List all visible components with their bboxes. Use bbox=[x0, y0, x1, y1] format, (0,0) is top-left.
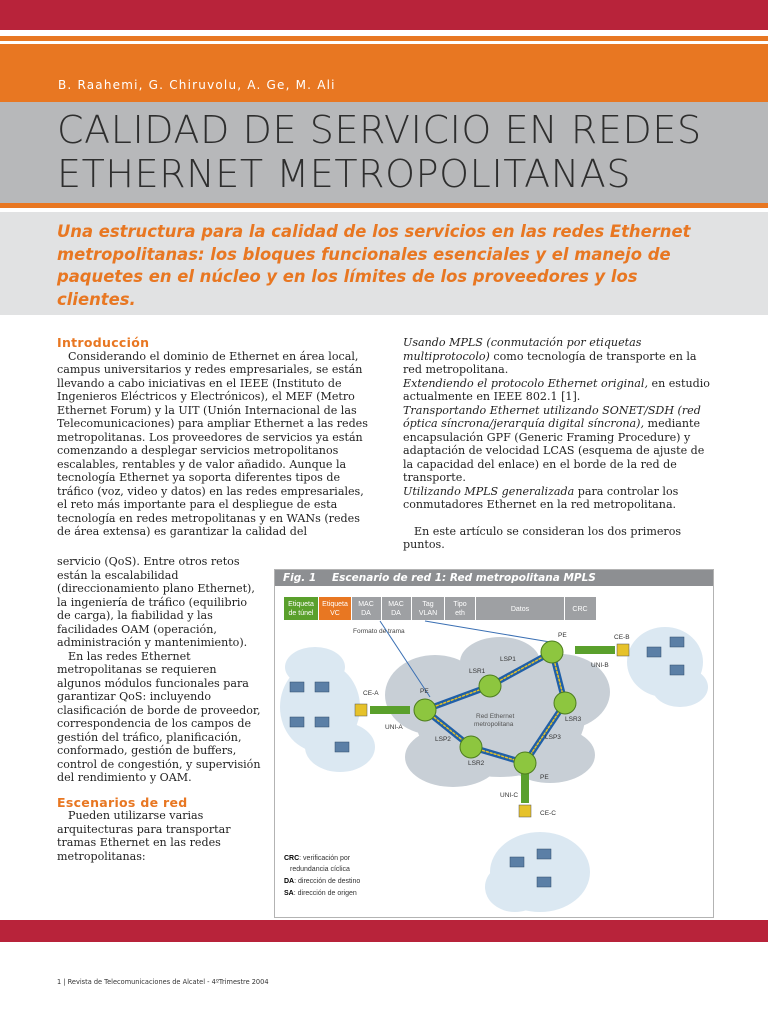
router-pe-b bbox=[541, 641, 563, 663]
field-crc-label: CRC bbox=[572, 606, 588, 613]
scenarios-paragraph: Pueden utilizarse varias arquitecturas para transportar tramas Ethernet en las redes metropolitanas: bbox=[57, 809, 231, 863]
field-vlan-line1: Tag bbox=[422, 601, 434, 608]
label-uni-c: UNI-C bbox=[500, 792, 519, 799]
label-uni-a: UNI-A bbox=[385, 724, 403, 731]
left-column-narrow bbox=[57, 555, 262, 863]
legend-abbr-da: DA bbox=[284, 878, 295, 885]
label-pe-b: PE bbox=[558, 632, 567, 639]
authors: B. Raahemi, G. Chiruvolu, A. Ge, M. Ali bbox=[58, 78, 336, 92]
legend-text-sa: : dirección de origen bbox=[293, 890, 357, 897]
router-lsr3 bbox=[554, 692, 576, 714]
section-heading-scenarios: Escenarios de red bbox=[57, 794, 188, 810]
page-footer: 1 | Revista de Telecomunicaciones de Alcatel - 4ºTrimestre 2004 bbox=[57, 978, 269, 986]
customer-cloud-c bbox=[485, 832, 590, 912]
list-item: Usando MPLS (conmutación por etiquetas multiprotocolo) como tecnología de transporte en la red metropolitana. bbox=[403, 336, 697, 376]
field-macda-line1: MAC bbox=[358, 601, 374, 608]
field-tunnel-line1: Etiqueta bbox=[288, 601, 314, 608]
network-label-line1: Red Ethernet bbox=[476, 713, 515, 720]
section-heading-intro: Introducción bbox=[57, 335, 150, 350]
field-vc-line1: Etiqueta bbox=[322, 601, 348, 608]
field-data-label: Datos bbox=[510, 606, 530, 613]
legend-text-da: : dirección de destino bbox=[294, 878, 361, 885]
label-lsp3: LSP3 bbox=[545, 734, 561, 741]
left-column-top bbox=[57, 336, 375, 539]
intro-paragraph-2: En las redes Ethernet metropolitanas se requieren algunos módulos funcionales para garantizar QoS: incluyendo clasificación de borde de proveedor, correspondencia de los campos de gestión del tráfico, planificación, conformado, gestión de buffers, control de congestión, y supervisión del rendimiento y OAM. bbox=[57, 649, 261, 784]
figure-caption-bar bbox=[275, 570, 713, 586]
svg-text:SA: dirección de origen bbox=[284, 890, 357, 897]
label-uni-b: UNI-B bbox=[591, 662, 609, 669]
label-ce-a: CE-A bbox=[363, 690, 379, 697]
field-type-line1: Tipo bbox=[453, 601, 467, 608]
legend-text-crc: : verificación por bbox=[299, 855, 351, 862]
network-diagram bbox=[275, 587, 713, 917]
field-vlan-line2: VLAN bbox=[418, 610, 438, 617]
right-column bbox=[403, 336, 715, 552]
svg-text:DA: dirección de destino bbox=[284, 878, 360, 885]
label-ce-b: CE-B bbox=[614, 634, 630, 641]
list-item: Utilizando MPLS generalizada para controlar los conmutadores Ethernet en la red metropolitana. bbox=[403, 484, 679, 511]
frame-format bbox=[284, 597, 596, 620]
legend-text-crc-2: redundancia cíclica bbox=[290, 866, 350, 873]
label-pe-a: PE bbox=[420, 688, 429, 695]
label-lsp2: LSP2 bbox=[435, 736, 451, 743]
top-red-band bbox=[0, 0, 768, 30]
router-lsr2 bbox=[460, 736, 482, 758]
label-pe-c: PE bbox=[540, 774, 549, 781]
customer-cloud-b bbox=[627, 627, 708, 707]
article-title-line2: ETHERNET METROPOLITANAS bbox=[57, 152, 632, 196]
field-type-line2: eth bbox=[455, 610, 465, 617]
label-lsr3: LSR3 bbox=[565, 716, 582, 723]
figure-1 bbox=[274, 569, 714, 918]
figure-label: Fig. 1 bbox=[283, 572, 317, 584]
field-macsa-line2: DA bbox=[391, 610, 401, 617]
svg-text:CRC: verificación por bbox=[284, 855, 351, 862]
field-macda-line2: DA bbox=[361, 610, 371, 617]
label-lsr2: LSR2 bbox=[468, 760, 485, 767]
legend-abbr-sa: SA bbox=[284, 890, 294, 897]
router-lsr1 bbox=[479, 675, 501, 697]
label-lsp1: LSP1 bbox=[500, 656, 516, 663]
label-ce-c: CE-C bbox=[540, 810, 556, 817]
label-lsr1: LSR1 bbox=[469, 668, 486, 675]
router-pe-a bbox=[414, 699, 436, 721]
list-item: Extendiendo el protocolo Ethernet original, en estudio actualmente en IEEE 802.1 [1]. bbox=[403, 376, 710, 403]
closing-paragraph: En este artículo se consideran los dos primeros puntos. bbox=[403, 524, 682, 551]
intro-paragraph-1-continued: servicio (QoS). Entre otros retos están la escalabilidad (direccionamiento plano Ethernet), la ingeniería de tráfico (equilibrio de carga), la fiabilidad y las facilidades OAM (operación, administración y mantenimiento). bbox=[57, 555, 255, 649]
frame-format-label: Formato de trama bbox=[353, 628, 405, 635]
orange-header-band bbox=[0, 44, 768, 102]
field-macsa-line1: MAC bbox=[388, 601, 404, 608]
legend bbox=[284, 855, 360, 897]
legend-abbr-crc: CRC bbox=[284, 855, 300, 862]
figure-title: Escenario de red 1: Red metropolitana MPLS bbox=[332, 572, 596, 584]
bottom-red-band bbox=[0, 920, 768, 942]
field-tunnel-line2: de túnel bbox=[288, 610, 314, 617]
router-pe-c bbox=[514, 752, 536, 774]
intro-paragraph-1: Considerando el dominio de Ethernet en área local, campus universitarios y redes empresariales, se están llevando a cabo iniciativas en el IEEE (Instituto de Ingenieros Eléctricos y Electrónicos), el MEF (Metro Ethernet Forum) y la UIT (Unión Internacional de las Telecomunicaciones) para ampliar Ethernet a las redes metropolitanas. Los proveedores de servicios ya están comenzando a desplegar servicios metropolitanos escalables, rentables y de valor añadido. Aunque la tecnología Ethernet ya soporta diferentes tipos de tráfico (voz, video y datos) en las redes empresariales, el reto más importante para el despliegue de esta tecnología en redes metropolitanas y en WANs (redes de área extensa) es garantizar la calidad del bbox=[57, 349, 368, 538]
list-item: Transportando Ethernet utilizando SONET/SDH (red óptica síncrona/jerarquía digital síncrona), mediante encapsulación GPF (Generic Framing Procedure) y adaptación de velocidad LCAS (esquema de ajuste de la capacidad del enlace) en el borde de la red de transporte. bbox=[403, 403, 705, 484]
article-subtitle: Una estructura para la calidad de los servicios en las redes Ethernet metropolitanas: los bloques funcionales esenciales y el manejo de paquetes en el núcleo y en los límites de los proveedores y los clientes. bbox=[57, 222, 691, 309]
field-vc-line2: VC bbox=[330, 610, 340, 617]
network-label-line2: metropolitana bbox=[474, 721, 514, 728]
article-title-line1: CALIDAD DE SERVICIO EN REDES bbox=[57, 108, 702, 152]
